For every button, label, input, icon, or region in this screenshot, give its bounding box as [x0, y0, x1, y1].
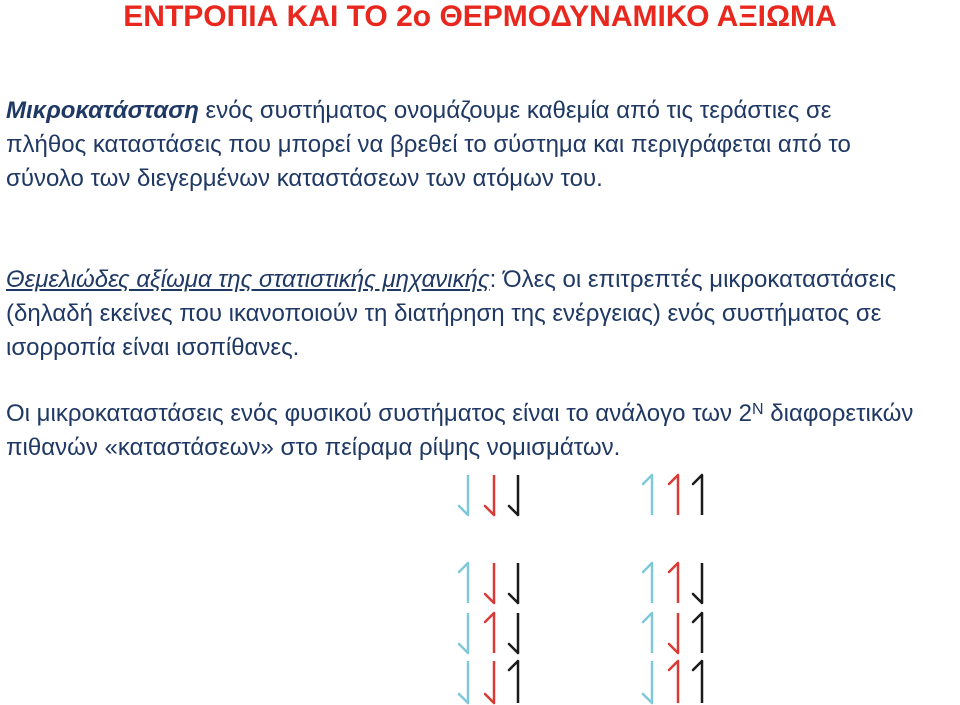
- arrow-up-icon: [643, 563, 652, 603]
- axiom-text: : Όλες οι επιτρεπτές μικροκαταστάσεις (δηλαδή εκείνες που ικανοποιούν τη διατήρηση της ενέργειας) ενός συστήματος σε ισορροπία είναι ισοπίθανες.: [6, 266, 897, 361]
- arrow-down-icon: [485, 563, 494, 603]
- coin-analogy-text: Οι μικροκαταστάσεις ενός φυσικού συστήματος είναι το ανάλογο των 2: [6, 400, 753, 427]
- arrow-up-icon: [669, 563, 678, 603]
- coin-analogy-text-end: διαφορετικών πιθανών «καταστάσεων» στο πείραμα ρίψης νομισμάτων.: [6, 400, 914, 461]
- arrow-down-icon: [669, 613, 678, 653]
- microstate-5: [459, 613, 518, 653]
- microstate-6: [643, 613, 702, 653]
- axiom-term: Θεμελιώδες αξίωμα της στατιστικής μηχανικής: [6, 266, 490, 293]
- arrow-up-icon: [693, 613, 702, 653]
- arrow-down-icon: [485, 661, 494, 703]
- arrow-up-icon: [693, 475, 702, 515]
- microstate-3: [459, 563, 518, 603]
- arrow-down-icon: [459, 475, 468, 515]
- arrow-up-icon: [509, 661, 518, 703]
- arrow-up-icon: [485, 613, 494, 653]
- arrow-down-icon: [509, 475, 518, 515]
- arrow-down-icon: [643, 661, 652, 703]
- microstate-4: [643, 563, 702, 603]
- arrow-down-icon: [509, 613, 518, 653]
- arrow-up-icon: [459, 563, 468, 603]
- exponent-n: N: [752, 401, 764, 418]
- arrow-down-icon: [693, 563, 702, 603]
- microstate-1: [459, 475, 518, 515]
- arrow-down-icon: [509, 563, 518, 603]
- arrow-down-icon: [459, 613, 468, 653]
- arrow-up-icon: [669, 475, 678, 515]
- arrow-up-icon: [643, 475, 652, 515]
- arrow-up-icon: [693, 661, 702, 703]
- microstate-term: Μικροκατάσταση: [6, 97, 199, 124]
- page-title: ΕΝΤΡΟΠΙΑ ΚΑΙ ΤΟ 2ο ΘΕΡΜΟΔΥΝΑΜΙΚΟ ΑΞΙΩΜΑ: [123, 0, 837, 33]
- microstate-8: [643, 661, 702, 703]
- microstate-2: [643, 475, 702, 515]
- arrow-down-icon: [485, 475, 494, 515]
- arrow-up-icon: [643, 613, 652, 653]
- arrow-up-icon: [669, 661, 678, 703]
- microstate-text: ενός συστήματος ονομάζουμε καθεμία από τις τεράστιες σε πλήθος καταστάσεις που μπορεί να βρεθεί το σύστημα και περιγράφεται από το σύνολο των διεγερμένων καταστάσεων των ατόμων του.: [6, 97, 851, 192]
- microstate-7: [459, 661, 518, 703]
- arrow-down-icon: [459, 661, 468, 703]
